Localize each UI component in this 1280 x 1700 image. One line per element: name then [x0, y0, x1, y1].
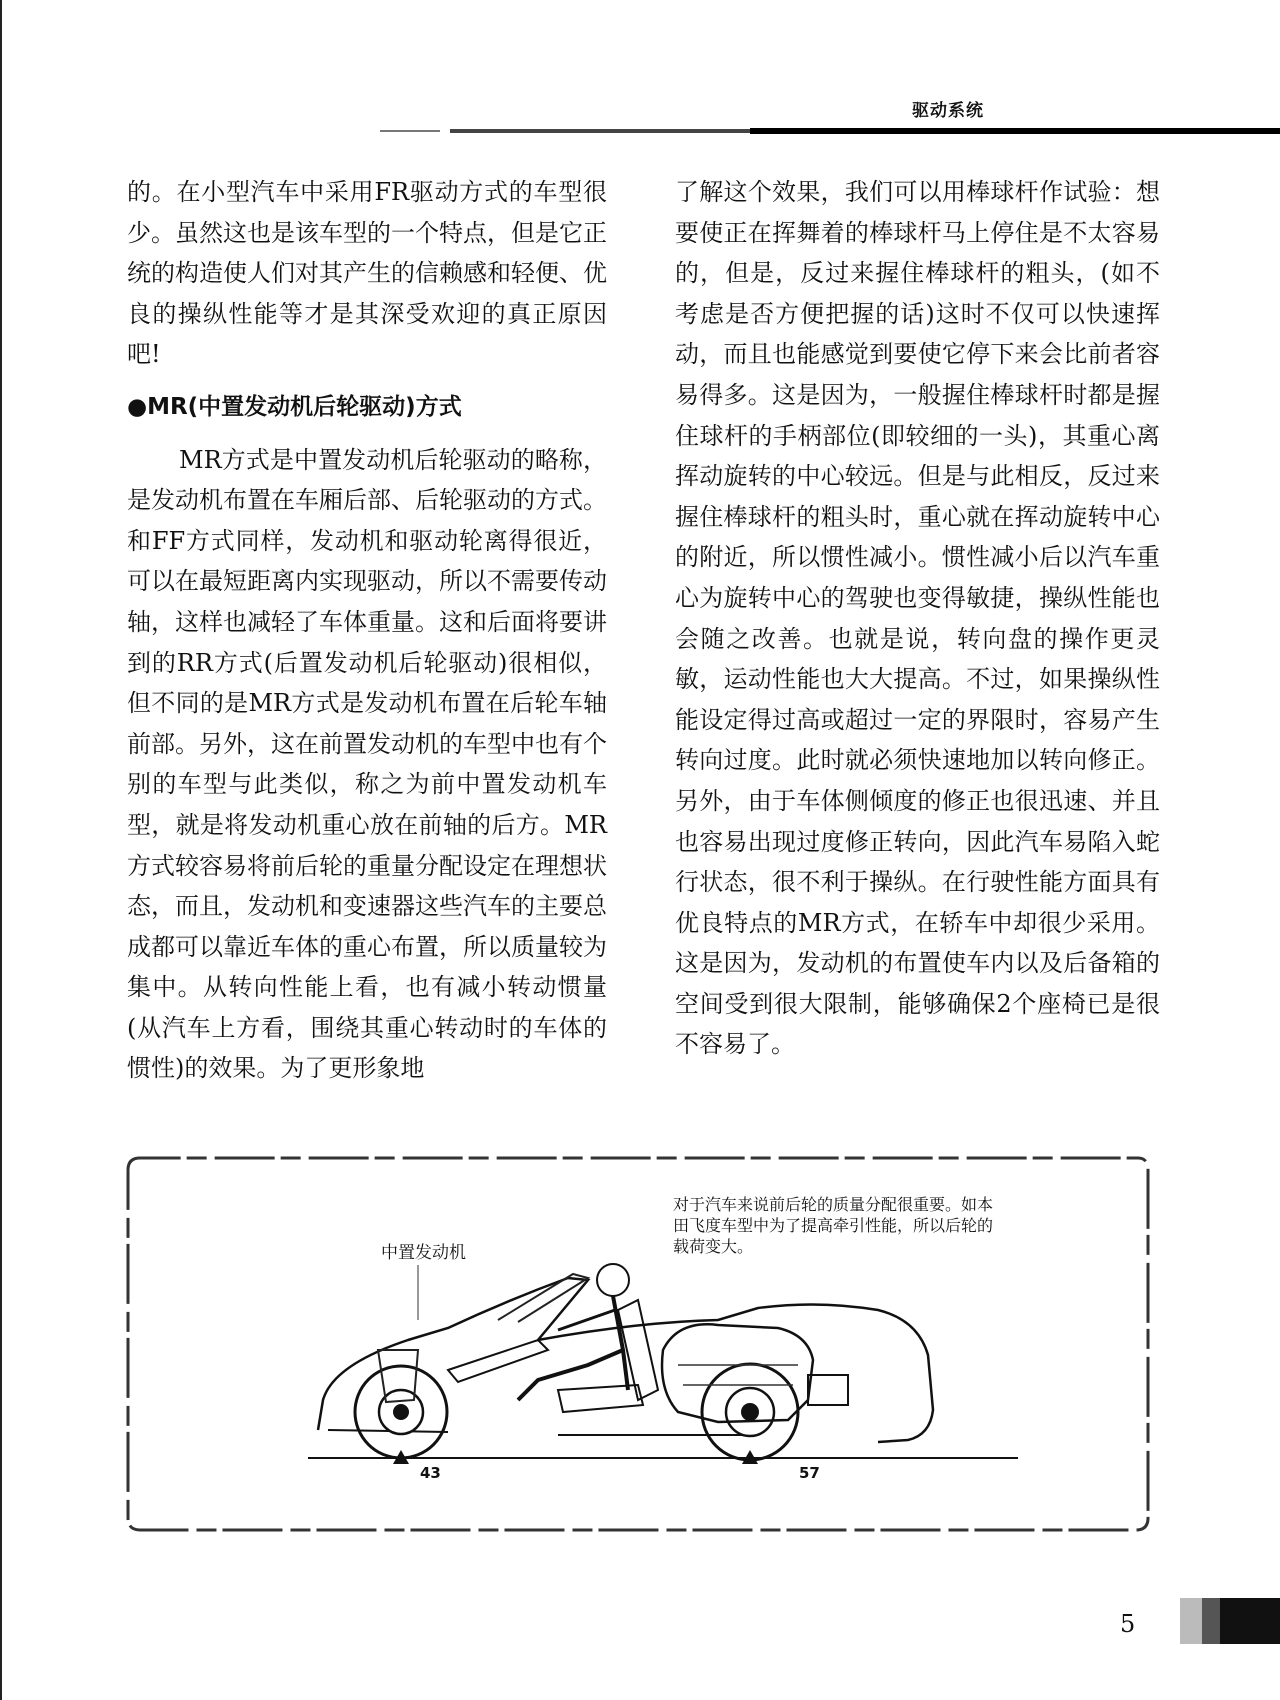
right-column [675, 172, 1160, 1065]
paragraph: 的。在小型汽车中采用FR驱动方式的车型很少。虽然这也是该车型的一个特点，但是它正统的构造使人们对其产生的信赖感和轻便、优良的操纵性能等才是其深受欢迎的真正原因吧! [127, 178, 607, 369]
engine-label: 中置发动机 [381, 1243, 466, 1263]
left-column [127, 172, 607, 1089]
section-heading: ●MR(中置发动机后轮驱动)方式 [127, 393, 462, 420]
paragraph: 了解这个效果，我们可以用棒球杆作试验：想要使正在挥舞着的棒球杆马上停住是不太容易的，但是，反过来握住棒球杆的粗头，(如不考虑是否方便把握的话)这时不仅可以快速挥动，而且也能感觉到要使它停下来会比前者容易得多。这是因为，一般握住棒球杆时都是握住球杆的手柄部位(即较细的一头)，其重心离挥动旋转的中心较远。但是与此相反，反过来握住棒球杆的粗头时，重心就在挥动旋转中心的附近，所以惯性减小。惯性减小后以汽车重心为旋转中心的驾驶也变得敏捷，操纵性能也会随之改善。也就是说，转向盘的操作更灵敏，运动性能也大大提高。不过，如果操纵性能设定得过高或超过一定的界限时，容易产生转向过度。此时就必须快速地加以转向修正。另外，由于车体侧倾度的修正也很迅速、并且也容易出现过度修正转向，因此汽车易陷入蛇行状态，很不利于操纵。在行驶性能方面具有优良特点的MR方式，在轿车中却很少采用。这是因为，发动机的布置使车内以及后备箱的空间受到很大限制，能够确保2个座椅已是很不容易了。 [675, 178, 1160, 1059]
paragraph: MR方式是中置发动机后轮驱动的略称，是发动机布置在车厢后部、后轮驱动的方式。和FF方式同样，发动机和驱动轮离得很近，可以在最短距离内实现驱动，所以不需要传动轴，这样也减轻了车体重量。这和后面将要讲到的RR方式(后置发动机后轮驱动)很相似，但不同的是MR方式是发动机布置在后轮车轴前部。另外，这在前置发动机的车型中也有个别的车型与此类似，称之为前中置发动机车型，就是将发动机重心放在前轴的后方。MR方式较容易将前后轮的重量分配设定在理想状态，而且，发动机和变速器这些汽车的主要总成都可以靠近车体的重心布置，所以质量较为集中。从转向性能上看，也有减小转动惯量(从汽车上方看，围绕其重心转动时的车体的惯性)的效果。为了更形象地 [127, 445, 607, 1083]
running-header: 驱动系统 [912, 101, 984, 121]
front-axle-weight: 43 [420, 1464, 441, 1482]
rear-axle-weight: 57 [799, 1464, 820, 1482]
header-rule [380, 128, 1280, 134]
page-tab [1180, 1598, 1280, 1644]
mr-layout-figure [118, 1150, 1158, 1540]
figure-caption: 对于汽车来说前后轮的质量分配很重要。如本田飞度车型中为了提高牵引性能，所以后轮的载荷变大。 [673, 1195, 994, 1256]
page-number: 5 [1120, 1610, 1136, 1638]
page-edge-line [0, 0, 2, 1700]
